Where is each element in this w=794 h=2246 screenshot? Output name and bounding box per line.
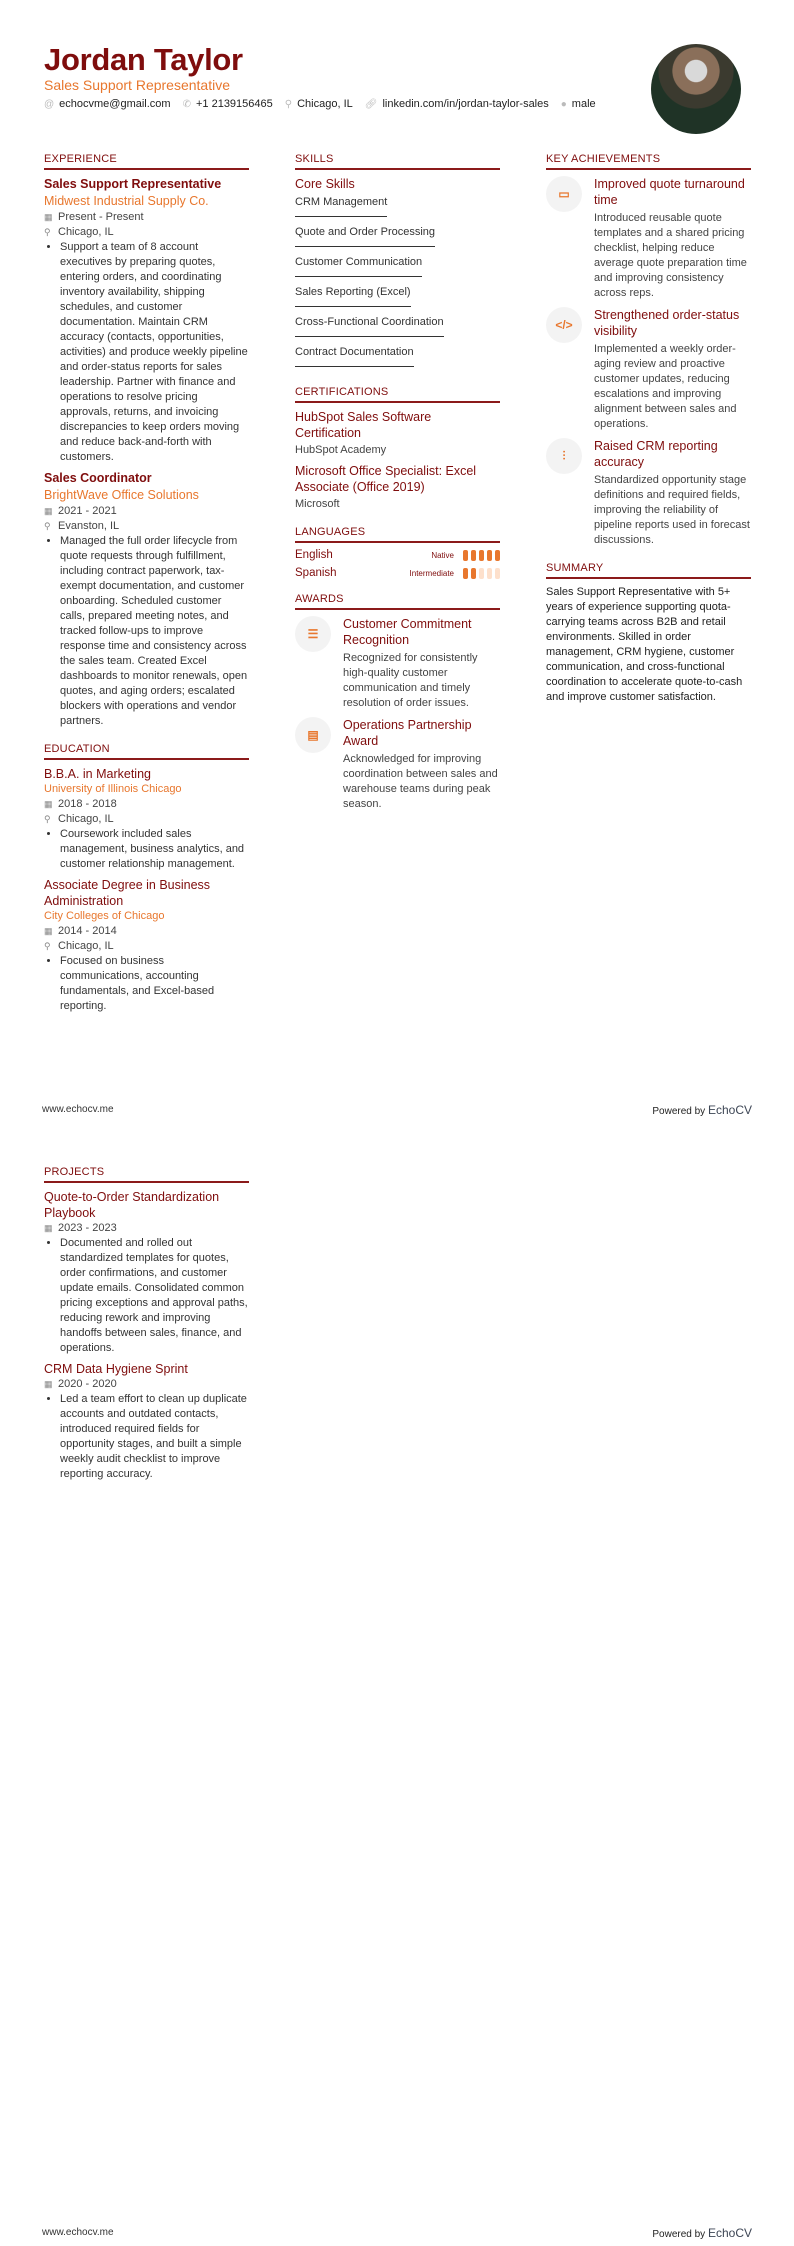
skill-item: Contract Documentation <box>295 342 414 367</box>
location: Evanston, IL <box>58 520 120 532</box>
awards-section <box>295 593 500 812</box>
sliders-icon: ☰ <box>295 616 331 652</box>
language-item <box>295 567 500 579</box>
sliders-icon: ⫶ <box>546 438 582 474</box>
project-item: Quote-to-Order Standardization Playbook ▦ 2023 - 2023 • Documented and rolled out standardized templates for quotes, order confirmations, and customer update emails. Consolidated common pricing exceptions and approval paths, reducing rework and improving handoffs between sales, finance, and operations. <box>44 1189 249 1356</box>
document-icon: ▤ <box>295 717 331 753</box>
education-item: B.B.A. in Marketing University of Illinois Chicago ▦ 2018 - 2018 ⚲ Chicago, IL • Coursework included sales management, business analytics, and customer relationship management. <box>44 766 249 872</box>
skill-item: Cross-Functional Coordination <box>295 312 444 337</box>
bullet: • Managed the full order lifecycle from quote requests through fulfillment, including contract paperwork, tax-exempt documentation, and customer onboarding. Scheduled customer calls, prepared meeting notes, and tracked follow-ups to improve response time and consistency across the sales team. Created Excel dashboards to monitor renewals, open quotes, and aging orders; escalated blockers with operations and vendor partners. <box>60 534 249 729</box>
calendar-icon: ▦ <box>44 799 53 809</box>
certification-issuer: Microsoft <box>295 498 340 510</box>
footer-site-link[interactable]: www.echocv.me <box>42 2227 114 2238</box>
rating-dot <box>471 550 476 561</box>
education-section <box>44 743 249 1014</box>
profile-photo <box>651 44 741 134</box>
projects-section <box>44 1166 249 1482</box>
contact-location: ⚲ Chicago, IL <box>284 98 353 110</box>
section-heading: PROJECTS <box>44 1166 249 1183</box>
section-heading: EDUCATION <box>44 743 249 760</box>
section-heading: LANGUAGES <box>295 526 500 543</box>
experience-section <box>44 153 249 729</box>
bullet: • Focused on business communications, accounting fundamentals, and Excel-based reporting. <box>60 954 249 1014</box>
link-icon: 🔗︎ <box>364 99 378 110</box>
calendar-icon: ▦ <box>44 212 53 222</box>
contact-phone[interactable]: ✆ +1 2139156465 <box>182 98 273 110</box>
powered-by: Powered by EchoCV <box>652 1103 752 1117</box>
skill-group-title: Core Skills <box>295 177 355 191</box>
company: BrightWave Office Solutions <box>44 488 199 502</box>
achievement-description: Introduced reusable quote templates and a shared pricing checklist, helping reduce average quote preparation time and improving consistency across reps. <box>594 212 747 299</box>
award-item <box>295 616 500 711</box>
language-level: Native <box>431 550 454 560</box>
experience-item <box>44 176 249 465</box>
education-item: Associate Degree in Business Administration City Colleges of Chicago ▦ 2014 - 2014 ⚲ Chicago, IL • Focused on business communications, accounting fundamentals, and Excel-based reporting. <box>44 877 249 1014</box>
rating-dot <box>479 550 484 561</box>
skill-item: Sales Reporting (Excel) <box>295 282 411 307</box>
rating-dot <box>463 568 468 579</box>
brand-link[interactable]: EchoCV <box>707 2226 752 2240</box>
skill-list <box>295 192 500 372</box>
calendar-icon: ▦ <box>44 1223 53 1233</box>
language-rating <box>431 550 500 561</box>
bullet: • Led a team effort to clean up duplicate accounts and outdated contacts, introduced required fields for opportunity stages, and built a simple weekly audit checklist to improve reporting accuracy. <box>60 1392 249 1482</box>
rating-dot <box>463 550 468 561</box>
section-heading: AWARDS <box>295 593 500 610</box>
bullet: • Support a team of 8 account executives by preparing quotes, entering orders, and coordinating inventory availability, shipping schedules, and customer documentation. Maintain CRM accuracy (contacts, opportunities, activities) and produce weekly pipeline and order-status reports for sales leadership. Partner with finance and operations to resolve pricing approvals, returns, and invoicing discrepancies to keep orders moving and reduce back-and-forth with customers. <box>60 240 249 465</box>
resume-page-2 <box>0 1123 794 2246</box>
job-title: Sales Coordinator <box>44 471 152 485</box>
section-heading: CERTIFICATIONS <box>295 386 500 403</box>
certification-name: Microsoft Office Specialist: Excel Associate (Office 2019) <box>295 464 477 494</box>
rating-dot <box>495 550 500 561</box>
language-name: English <box>295 549 333 561</box>
dates: Present - Present <box>58 211 144 223</box>
certifications-section <box>295 386 500 512</box>
company: Midwest Industrial Supply Co. <box>44 194 209 208</box>
skill-item: Customer Communication <box>295 252 422 277</box>
summary-text: Sales Support Representative with 5+ years of experience supporting quota-carrying teams across B2B and retail environments. Skilled in order management, CRM hygiene, customer communication, and cross-functional coordination to accelerate quote-to-cash and improve customer satisfaction. <box>546 586 743 703</box>
certification-name: HubSpot Sales Software Certification <box>295 410 432 440</box>
award-title: Operations Partnership Award <box>343 718 472 748</box>
contact-gender: ● male <box>560 98 596 110</box>
skills-section <box>295 153 500 372</box>
calendar-icon: ▦ <box>44 1379 53 1389</box>
language-rating <box>410 568 500 579</box>
middle-column <box>295 153 500 826</box>
brand-link[interactable]: EchoCV <box>707 1103 752 1117</box>
rating-dot <box>479 568 484 579</box>
project-name: Quote-to-Order Standardization Playbook <box>44 1190 220 1220</box>
candidate-name: Jordan Taylor <box>44 42 243 77</box>
rating-dot <box>495 568 500 579</box>
section-heading: KEY ACHIEVEMENTS <box>546 153 751 170</box>
location-icon: ⚲ <box>44 521 51 531</box>
section-heading: SUMMARY <box>546 562 751 579</box>
rating-dot <box>487 550 492 561</box>
languages-section <box>295 526 500 579</box>
location-icon: ⚲ <box>44 941 51 951</box>
award-item <box>295 717 500 812</box>
bullet: • Documented and rolled out standardized templates for quotes, order confirmations, and customer update emails. Consolidated common pricing exceptions and approval paths, reducing rework and improving handoffs between sales, finance, and operations. <box>60 1236 249 1356</box>
award-description: Acknowledged for improving coordination between sales and warehouse teams during peak season. <box>343 753 498 810</box>
job-title: Sales Support Representative <box>44 177 222 191</box>
section-heading: SKILLS <box>295 153 500 170</box>
award-title: Customer Commitment Recognition <box>343 617 472 647</box>
summary-section <box>546 562 751 705</box>
achievement-item <box>546 176 751 301</box>
contact-email[interactable]: @ echocvme@gmail.com <box>44 98 171 110</box>
achievement-title: Strengthened order-status visibility <box>594 308 740 338</box>
location-icon: ⚲ <box>284 99 293 110</box>
degree: Associate Degree in Business Administration <box>44 878 211 908</box>
rating-dot <box>487 568 492 579</box>
contact-row <box>44 98 596 110</box>
language-level: Intermediate <box>409 568 454 578</box>
achievement-title: Raised CRM reporting accuracy <box>594 439 718 469</box>
at-icon: @ <box>44 99 55 110</box>
skill-item: CRM Management <box>295 192 387 217</box>
rating-dot <box>471 568 476 579</box>
school: University of Illinois Chicago <box>44 783 182 795</box>
candidate-title: Sales Support Representative <box>44 77 230 93</box>
bullet: • Coursework included sales management, business analytics, and customer relationship management. <box>60 827 249 872</box>
achievements-section <box>546 153 751 548</box>
powered-by: Powered by EchoCV <box>652 2226 752 2240</box>
location-icon: ⚲ <box>44 814 51 824</box>
school: City Colleges of Chicago <box>44 910 165 922</box>
degree: B.B.A. in Marketing <box>44 767 151 781</box>
left-column <box>44 153 249 1028</box>
dates: 2021 - 2021 <box>58 505 117 517</box>
achievement-title: Improved quote turnaround time <box>594 177 745 207</box>
monitor-icon: ▭ <box>546 176 582 212</box>
calendar-icon: ▦ <box>44 926 53 936</box>
project-name: CRM Data Hygiene Sprint <box>44 1362 188 1376</box>
location-icon: ⚲ <box>44 227 51 237</box>
achievement-description: Implemented a weekly order-aging review and proactive customer updates, reducing escalations and improving alignment between sales and operations. <box>594 343 737 430</box>
achievement-item <box>546 438 751 548</box>
project-item: CRM Data Hygiene Sprint ▦ 2020 - 2020 • Led a team effort to clean up duplicate accounts and outdated contacts, introduced required fields for opportunity stages, and built a simple weekly audit checklist to improve reporting accuracy. <box>44 1361 249 1482</box>
calendar-icon: ▦ <box>44 506 53 516</box>
right-column <box>546 153 751 719</box>
skill-item: Quote and Order Processing <box>295 222 435 247</box>
achievement-item <box>546 307 751 432</box>
footer-site-link[interactable]: www.echocv.me <box>42 1104 114 1115</box>
language-name: Spanish <box>295 567 337 579</box>
contact-linkedin[interactable]: 🔗︎ linkedin.com/in/jordan-taylor-sales <box>364 98 549 110</box>
language-item <box>295 549 500 561</box>
award-description: Recognized for consistently high-quality customer communication and timely resolution of order issues. <box>343 652 478 709</box>
location: Chicago, IL <box>58 226 114 238</box>
achievement-description: Standardized opportunity stage definitions and required fields, improving the reliability of pipeline reports used in forecast discussions. <box>594 474 750 546</box>
certification-issuer: HubSpot Academy <box>295 444 387 456</box>
phone-icon: ✆ <box>182 99 191 110</box>
section-heading: EXPERIENCE <box>44 153 249 170</box>
left-column <box>44 1166 249 1496</box>
code-icon: </> <box>546 307 582 343</box>
experience-item <box>44 470 249 729</box>
person-icon: ● <box>560 99 567 110</box>
